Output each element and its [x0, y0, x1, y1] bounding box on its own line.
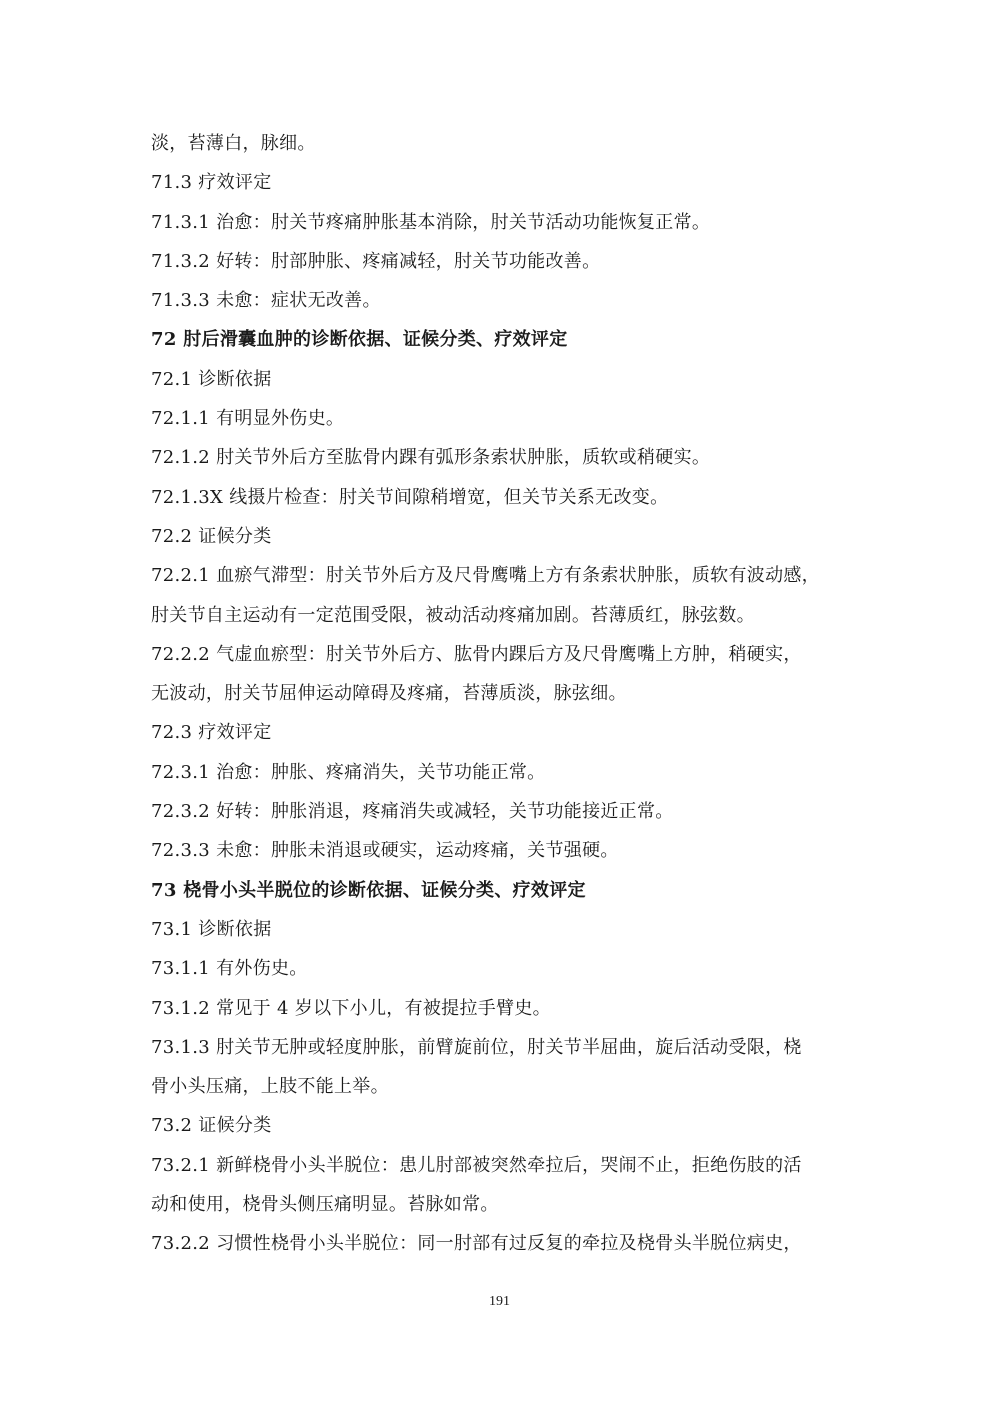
- text-line: 骨小头压痛，上肢不能上举。: [151, 1076, 389, 1098]
- text-line: 72.3.3 未愈：肿胀未消退或硬实，运动疼痛，关节强硬。: [151, 840, 619, 862]
- text-line: 73.2.1 新鲜桡骨小头半脱位：患儿肘部被突然牵拉后，哭闹不止，拒绝伤肢的活: [151, 1154, 802, 1176]
- page-number: 191: [489, 1294, 510, 1309]
- text-line: 72.2.1 血瘀气滞型：肘关节外后方及尺骨鹰嘴上方有条索状肿胀，质软有波动感，: [151, 565, 820, 587]
- text-line: 71.3.3 未愈：症状无改善。: [151, 290, 381, 312]
- page-body: [151, 124, 851, 1264]
- text-line: 72.3.2 好转：肿胀消退，疼痛消失或减轻，关节功能接近正常。: [151, 801, 674, 823]
- text-line: 73.1.1 有外伤史。: [151, 958, 308, 980]
- text-line: 73.1 诊断依据: [151, 918, 272, 940]
- text-line: 71.3 疗效评定: [151, 172, 272, 194]
- text-line: 72.3.1 治愈：肿胀、疼痛消失，关节功能正常。: [151, 761, 546, 783]
- text-line: 73.2 证候分类: [151, 1115, 272, 1137]
- text-line: 72.1.3X 线摄片检查：肘关节间隙稍增宽，但关节关系无改变。: [151, 486, 669, 508]
- text-line: 72.2 证候分类: [151, 525, 272, 547]
- text-line: 73.1.3 肘关节无肿或轻度肿胀，前臂旋前位，肘关节半屈曲，旋后活动受限，桡: [151, 1036, 802, 1058]
- section-heading: 72 肘后滑囊血肿的诊断依据、证候分类、疗效评定: [151, 329, 568, 351]
- text-line: 72.1 诊断依据: [151, 368, 272, 390]
- text-line: 淡，苔薄白，脉细。: [151, 133, 316, 154]
- section-heading: 73 桡骨小头半脱位的诊断依据、证候分类、疗效评定: [151, 879, 586, 901]
- text-line: 动和使用，桡骨头侧压痛明显。苔脉如常。: [151, 1194, 499, 1216]
- text-line: 72.1.1 有明显外伤史。: [151, 408, 345, 430]
- text-line: 73.1.2 常见于 4 岁以下小儿，有被提拉手臂史。: [151, 997, 551, 1019]
- text-line: 72.1.2 肘关节外后方至肱骨内踝有弧形条索状肿胀，质软或稍硬实。: [151, 447, 711, 469]
- text-line: 71.3.2 好转：肘部肿胀、疼痛减轻，肘关节功能改善。: [151, 250, 601, 272]
- text-line: 72.2.2 气虚血瘀型：肘关节外后方、肱骨内踝后方及尺骨鹰嘴上方肿，稍硬实，: [151, 643, 802, 665]
- text-line: 71.3.1 治愈：肘关节疼痛肿胀基本消除，肘关节活动功能恢复正常。: [151, 211, 711, 233]
- text-line: 无波动，肘关节屈伸运动障碍及疼痛，苔薄质淡，脉弦细。: [151, 683, 627, 705]
- text-line: 肘关节自主运动有一定范围受限，被动活动疼痛加剧。苔薄质红，脉弦数。: [151, 604, 755, 626]
- text-line: 73.2.2 习惯性桡骨小头半脱位：同一肘部有过反复的牵拉及桡骨头半脱位病史，: [151, 1233, 802, 1255]
- text-line: 72.3 疗效评定: [151, 722, 272, 744]
